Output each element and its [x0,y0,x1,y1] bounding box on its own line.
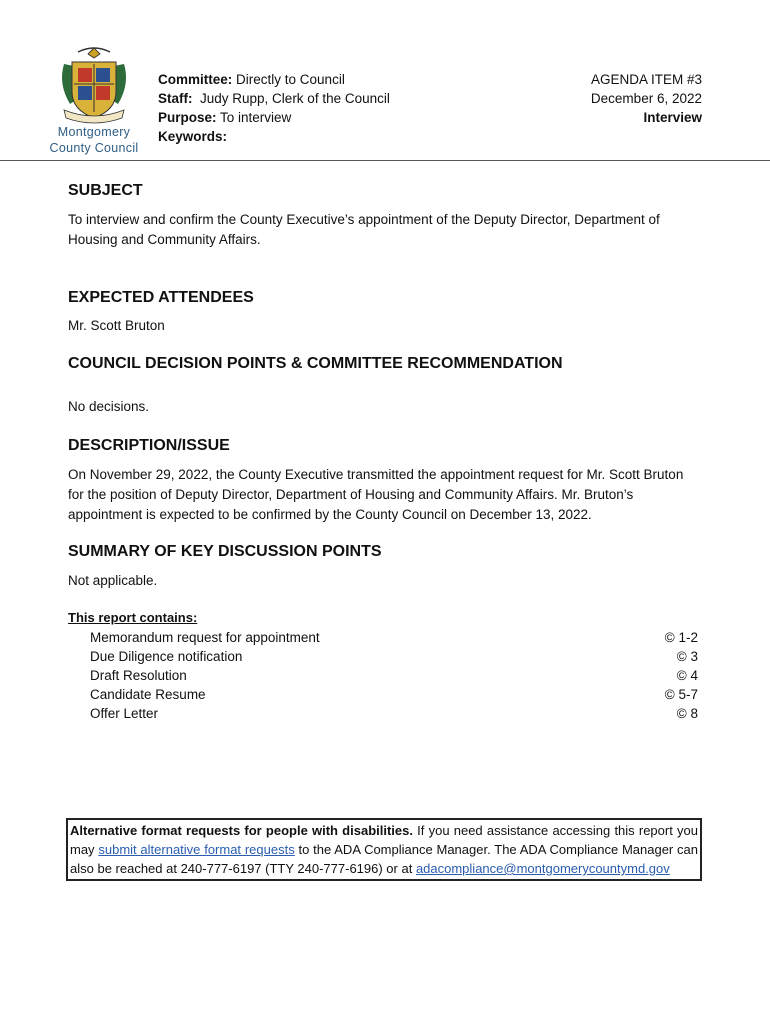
contents-list [90,628,698,723]
notice-text-2: to the ADA Compliance Manager. The ADA Compliance Manager can also be reached at 240-777-6197 (TTY 240-777-6196) or at [70,842,699,876]
list-item [90,704,698,723]
accessibility-notice [66,818,702,881]
county-seal-logo [58,44,130,128]
item-page: © 5-7 [664,687,698,702]
summary-heading: SUMMARY OF KEY DISCUSSION POINTS [68,543,382,560]
notice-text-1: If you need assistance accessing this report you may [70,823,698,857]
attendees-heading: EXPECTED ATTENDEES [68,289,254,306]
decision-heading: COUNCIL DECISION POINTS & COMMITTEE RECOMMENDATION [68,355,563,372]
contents-title: This report contains: [68,610,198,625]
staff-value: Judy Rupp, Clerk of the Council [200,91,390,106]
meta-block [158,70,390,146]
description-text: On November 29, 2022, the County Executive transmitted the appointment request for Mr. Scott Bruton for the position of Deputy Director, Department of Housing and Community Affairs. Mr. Bruton’s appointment is expected to be confirmed by the County Council on December 13, 2022. [68,467,684,522]
item-page: © 3 [676,649,698,664]
list-item [90,685,698,704]
item-label: Offer Letter [90,706,159,721]
alternative-format-link[interactable]: submit alternative format requests [98,842,295,857]
description-heading: DESCRIPTION/ISSUE [68,437,230,454]
keywords-label: Keywords: [158,129,228,144]
notice-heading: Alternative format requests for people with disabilities. [70,823,413,838]
header-divider [0,160,770,161]
org-name-line1: Montgomery [57,125,131,139]
subject-heading: SUBJECT [68,182,143,199]
list-item [90,647,698,666]
staff-label: Staff: [158,91,193,106]
agenda-item: AGENDA ITEM #3 [590,72,702,87]
attendees-text: Mr. Scott Bruton [68,318,165,333]
item-label: Draft Resolution [90,668,187,683]
agenda-type: Interview [643,110,702,125]
purpose-label: Purpose: [158,110,217,125]
org-name [42,124,146,156]
item-label: Due Diligence notification [90,649,243,664]
item-page: © 1-2 [664,630,698,645]
committee-value: Directly to Council [236,72,345,87]
agenda-info [591,70,702,127]
list-item [90,628,698,647]
subject-text: To interview and confirm the County Executive’s appointment of the Deputy Director, Department of Housing and Community Affairs. [68,212,660,247]
item-page: © 4 [676,668,698,683]
org-name-line2: County Council [49,141,139,155]
item-label: Memorandum request for appointment [90,630,320,645]
item-label: Candidate Resume [90,687,206,702]
ada-email-link[interactable]: adacompliance@montgomerycountymd.gov [415,861,670,876]
purpose-value: To interview [220,110,292,125]
summary-text: Not applicable. [68,573,158,588]
list-item [90,666,698,685]
decision-text: No decisions. [68,399,150,414]
agenda-date: December 6, 2022 [590,91,702,106]
committee-label: Committee: [158,72,233,87]
item-page: © 8 [676,706,698,721]
